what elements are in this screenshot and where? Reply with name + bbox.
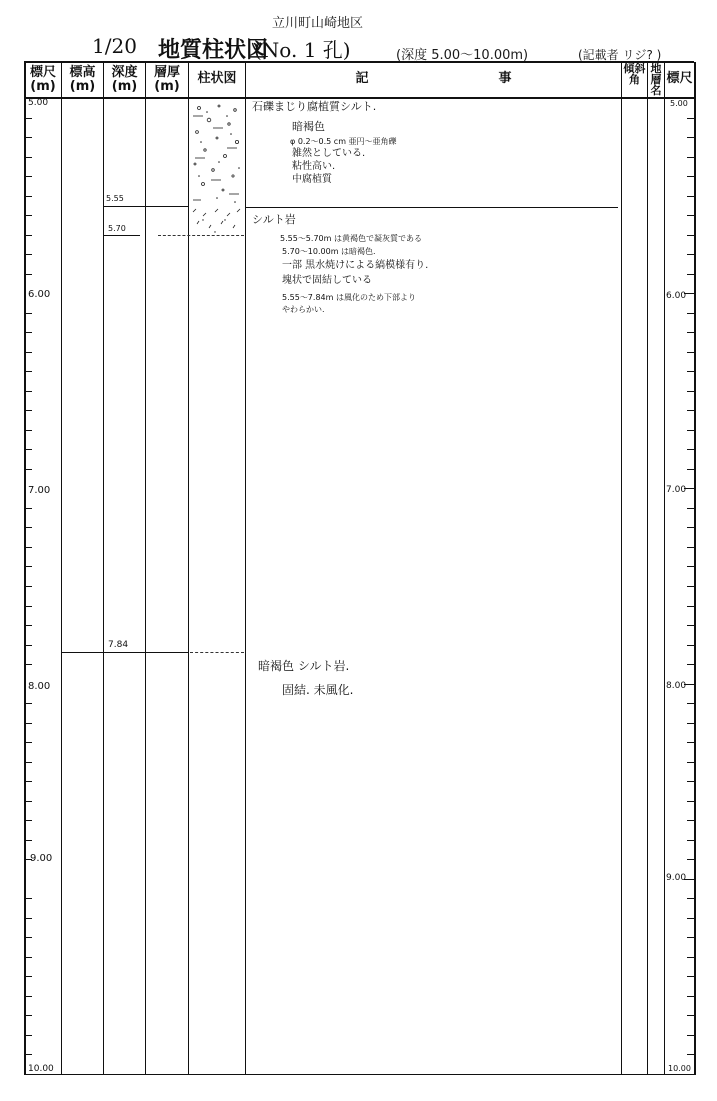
right-scale-tick (687, 215, 694, 216)
left-scale-tick (25, 1015, 32, 1016)
left-scale-tick (25, 137, 32, 138)
left-scale-tick (25, 840, 32, 841)
desc-layer2-line2: 5.55～5.70m は黄褐色で凝灰質である (280, 234, 422, 243)
header-elevation: 標高(m) (69, 65, 96, 94)
column-pattern (189, 98, 245, 238)
left-scale-tick (25, 469, 32, 470)
depth-5-55: 5.55 (106, 194, 124, 203)
left-scale-tick (25, 254, 32, 255)
left-scale-tick (25, 352, 32, 353)
col-line-8 (664, 62, 665, 1075)
left-scale-7: 7.00 (28, 485, 51, 496)
left-scale-tick (25, 274, 32, 275)
left-scale-tick (25, 1035, 32, 1036)
right-scale-tick (687, 723, 694, 724)
right-scale-tick (687, 1035, 694, 1036)
scale-label: 1/20 (92, 34, 137, 58)
left-scale-tick (25, 371, 32, 372)
right-scale-tick (687, 840, 694, 841)
right-scale-6: 6.00 (666, 291, 687, 301)
right-scale-tick (687, 820, 694, 821)
right-scale-tick (687, 898, 694, 899)
header-thickness: 層厚(m) (153, 65, 180, 94)
right-scale-5: 5.00 (670, 99, 688, 108)
right-scale-tick (687, 196, 694, 197)
col-line-2 (103, 62, 104, 1075)
desc-layer2-line5: 塊状で固結している (282, 275, 372, 286)
header-stratum: 地層名 (650, 62, 662, 97)
left-scale-tick (25, 566, 32, 567)
desc-layer1-line2: 暗褐色 (292, 120, 325, 133)
right-scale-tick (687, 801, 694, 802)
right-scale-tick (687, 1054, 694, 1055)
right-scale-tick (687, 527, 694, 528)
right-scale-tick (687, 157, 694, 158)
left-scale-6: 6.00 (28, 289, 51, 300)
right-scale-tick (687, 742, 694, 743)
left-scale-tick (25, 215, 32, 216)
left-scale-tick (25, 606, 32, 607)
left-scale-tick (25, 391, 32, 392)
left-scale-tick (25, 625, 32, 626)
header-dip: 傾斜角 (623, 62, 646, 86)
right-scale-tick (687, 781, 694, 782)
right-scale-tick (687, 625, 694, 626)
desc-layer2-line6: 5.55～7.84m は風化のため下部より (282, 293, 416, 302)
right-scale-tick (687, 391, 694, 392)
col-line-6 (621, 62, 622, 1075)
right-scale-tick (687, 976, 694, 977)
right-scale-tick (687, 957, 694, 958)
right-scale-tick (687, 703, 694, 704)
col-line-5 (245, 62, 246, 1075)
right-scale-tick (687, 235, 694, 236)
right-scale-tick (687, 645, 694, 646)
right-scale-tick (687, 254, 694, 255)
desc-layer3-line1: 暗褐色 シルト岩. (258, 659, 350, 673)
left-scale-tick (25, 781, 32, 782)
desc-layer2-line7: やわらかい. (282, 305, 325, 314)
left-scale-tick (25, 313, 32, 314)
right-scale-tick (687, 762, 694, 763)
desc-layer1-line5: 粘性高い. (292, 161, 336, 172)
area-name: 立川町山崎地区 (272, 16, 364, 31)
right-scale-tick (687, 918, 694, 919)
right-scale-tick (687, 371, 694, 372)
left-scale-tick (25, 996, 32, 997)
right-scale-tick (687, 566, 694, 567)
col-line-9 (694, 62, 696, 1075)
header-bottom-border (24, 97, 694, 99)
desc-layer1-line4: 雑然としている. (292, 148, 366, 159)
right-scale-tick (687, 449, 694, 450)
sheet-title: 地質柱状図 (158, 37, 269, 63)
left-scale-tick (25, 430, 32, 431)
recorder-label: (記載者 リジ? ) (578, 48, 662, 62)
left-scale-tick (25, 762, 32, 763)
left-scale-tick (25, 118, 32, 119)
desc-layer1-line1: 石礫まじり腐植質シルト. (252, 100, 377, 113)
right-scale-tick (687, 332, 694, 333)
layer-boundary-5-55-desc (246, 207, 618, 208)
left-scale-tick (25, 723, 32, 724)
left-scale-tick (25, 820, 32, 821)
right-scale-tick (687, 508, 694, 509)
col-line-7 (647, 62, 648, 1075)
right-scale-tick (687, 137, 694, 138)
depth-range: (深度 5.00～10.00m) (396, 48, 529, 63)
col-line-1 (61, 62, 62, 1075)
right-scale-tick (687, 176, 694, 177)
desc-layer3-line2: 固結. 未風化. (282, 683, 354, 697)
right-scale-tick (687, 996, 694, 997)
desc-layer2-line1: シルト岩 (252, 213, 296, 226)
right-scale-9: 9.00 (666, 873, 687, 883)
right-scale-8: 8.00 (666, 681, 687, 691)
col-line-0 (24, 62, 26, 1075)
right-scale-tick (687, 274, 694, 275)
left-scale-tick (25, 176, 32, 177)
table-top-border (24, 61, 694, 63)
table-bottom-border (24, 1074, 694, 1075)
depth-5-70: 5.70 (108, 224, 126, 233)
header-description: 記 事 (355, 71, 512, 86)
right-scale-tick (687, 547, 694, 548)
left-scale-tick (25, 957, 32, 958)
left-scale-tick (25, 976, 32, 977)
right-scale-tick (687, 352, 694, 353)
right-scale-tick (687, 586, 694, 587)
left-scale-tick (25, 1054, 32, 1055)
right-scale-tick (687, 937, 694, 938)
header-elevation-scale: 標尺(m) (29, 65, 56, 94)
desc-layer1-line3: φ 0.2～0.5 cm 亜円～亜角礫 (290, 137, 397, 146)
left-scale-tick (25, 527, 32, 528)
left-scale-9: 9.00 (30, 853, 53, 864)
header-column-diagram: 柱状図 (197, 71, 237, 86)
left-scale-tick (25, 801, 32, 802)
right-scale-tick (687, 859, 694, 860)
header-scale-right: 標尺 (666, 71, 693, 86)
desc-layer2-line3: 5.70～10.00m は暗褐色. (282, 247, 376, 256)
right-scale-tick (687, 118, 694, 119)
left-scale-8: 8.00 (28, 681, 51, 692)
left-scale-tick (25, 157, 32, 158)
left-scale-tick (25, 410, 32, 411)
right-scale-tick (687, 313, 694, 314)
right-scale-7: 7.00 (666, 485, 687, 495)
left-scale-tick (25, 235, 32, 236)
right-scale-tick (687, 1015, 694, 1016)
desc-layer2-line4: 一部 黒水焼けによる縞模様有り. (282, 260, 429, 271)
desc-layer1-line6: 中腐植質 (292, 174, 332, 185)
left-scale-tick (25, 703, 32, 704)
right-scale-tick (687, 664, 694, 665)
left-scale-tick (25, 937, 32, 938)
right-scale-tick (687, 410, 694, 411)
left-scale-tick (25, 742, 32, 743)
left-scale-10: 10.00 (28, 1064, 54, 1074)
left-scale-tick (25, 586, 32, 587)
layer-boundary-7-84 (62, 652, 188, 653)
col-line-3 (145, 62, 146, 1075)
left-scale-tick (25, 918, 32, 919)
left-scale-tick (25, 547, 32, 548)
left-scale-tick (25, 664, 32, 665)
hole-number: (No. 1 孔) (254, 38, 351, 62)
layer-boundary-7-84-dashed (190, 652, 244, 653)
right-scale-tick (687, 606, 694, 607)
left-scale-tick (25, 332, 32, 333)
left-scale-5: 5.00 (28, 98, 49, 108)
header-depth: 深度(m) (111, 65, 138, 94)
right-scale-10: 10.00 (668, 1064, 691, 1073)
left-scale-tick (25, 898, 32, 899)
right-scale-tick (687, 430, 694, 431)
right-scale-tick (687, 469, 694, 470)
layer-boundary-5-55 (104, 206, 188, 207)
left-scale-tick (25, 645, 32, 646)
left-scale-tick (25, 449, 32, 450)
depth-7-84: 7.84 (108, 640, 129, 650)
left-scale-tick (25, 196, 32, 197)
left-scale-tick (25, 508, 32, 509)
layer-boundary-5-70-solid (104, 235, 140, 236)
